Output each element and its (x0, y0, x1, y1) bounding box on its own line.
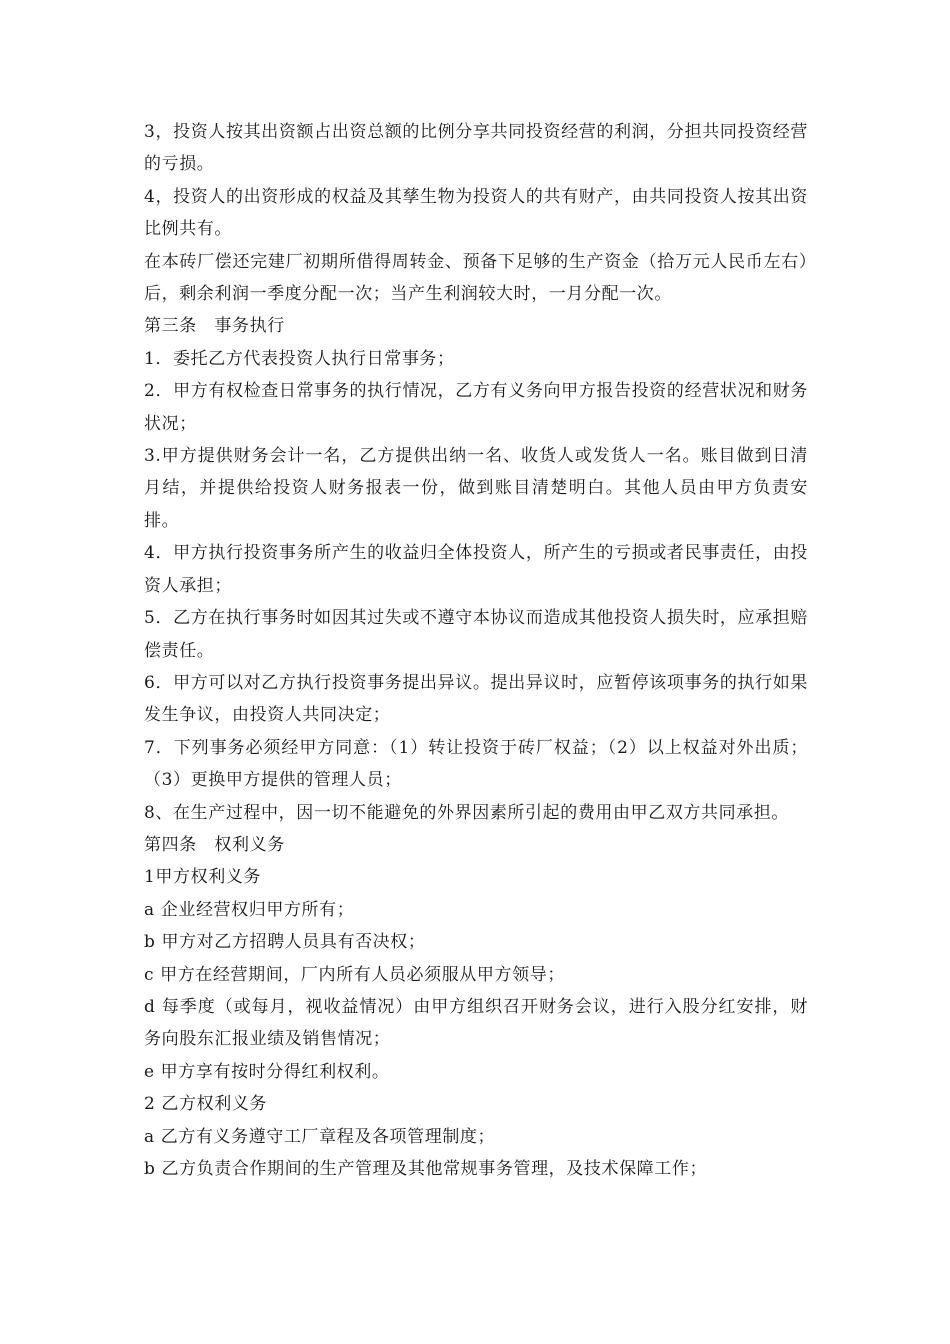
section-heading-article-3: 第三条 事务执行 (144, 316, 285, 337)
paragraph-item: b 乙方负责合作期间的生产管理及其他常规事务管理，及技术保障工作； (144, 1159, 708, 1179)
paragraph-item: 3.甲方提供财务会计一名，乙方提供出纳一名、收货人或发货人一名。账目做到日清月结，并提供给投资人财务报表一份，做到账目清楚明白。其他人员由甲方负责安排。 (144, 446, 808, 531)
paragraph-profit-distribution: 在本砖厂偿还完建厂初期所借得周转金、预备下足够的生产资金（拾万元人民币左右）后，剩余利润一季度分配一次；当产生利润较大时，一月分配一次。 (144, 251, 808, 305)
paragraph-profit-sharing: 3，投资人按其出资额占出资总额的比例分享共同投资经营的利润，分担共同投资经营的亏损。 (144, 122, 808, 175)
document-body (144, 116, 808, 1185)
paragraph-item: e 甲方享有按时分得红利权利。 (144, 1061, 390, 1082)
paragraph-item: a 乙方有义务遵守工厂章程及各项管理制度； (144, 1126, 496, 1147)
paragraph-item: a 企业经营权归甲方所有； (144, 899, 355, 920)
paragraph-item: 6．甲方可以对乙方执行投资事务提出异议。提出异议时，应暂停该项事务的执行如果发生争议，由投资人共同决定； (144, 672, 808, 726)
subsection-heading-party-a: 1甲方权利义务 (144, 867, 262, 888)
paragraph-common-property: 4，投资人的出资形成的权益及其孳生物为投资人的共有财产，由共同投资人按其出资比例共有。 (144, 186, 808, 240)
paragraph-item: 7．下列事务必须经甲方同意：（1）转让投资于砖厂权益；（2）以上权益对外出质；（3）更换甲方提供的管理人员； (144, 737, 808, 791)
paragraph-item: 2．甲方有权检查日常事务的执行情况，乙方有义务向甲方报告投资的经营状况和财务状况； (144, 381, 808, 434)
section-heading-article-4: 第四条 权利义务 (144, 834, 285, 855)
subsection-heading-party-b: 2 乙方权利义务 (144, 1094, 268, 1115)
paragraph-item: c 甲方在经营期间，厂内所有人员必须服从甲方领导； (144, 964, 565, 985)
paragraph-item: 1．委托乙方代表投资人执行日常事务； (144, 348, 455, 369)
paragraph-item: b 甲方对乙方招聘人员具有否决权； (144, 932, 426, 953)
paragraph-item: d 每季度（或每月，视收益情况）由甲方组织召开财务会议，进行入股分红安排，财务向股东汇报业绩及销售情况； (144, 996, 808, 1050)
paragraph-item: 4．甲方执行投资事务所产生的收益归全体投资人，所产生的亏损或者民事责任，由投资人承担； (144, 543, 808, 596)
paragraph-item: 5．乙方在执行事务时如因其过失或不遵守本协议而造成其他投资人损失时，应承担赔偿责任。 (144, 608, 808, 661)
paragraph-item: 8、在生产过程中，因一切不能避免的外界因素所引起的费用由甲乙双方共同承担。 (144, 802, 790, 823)
